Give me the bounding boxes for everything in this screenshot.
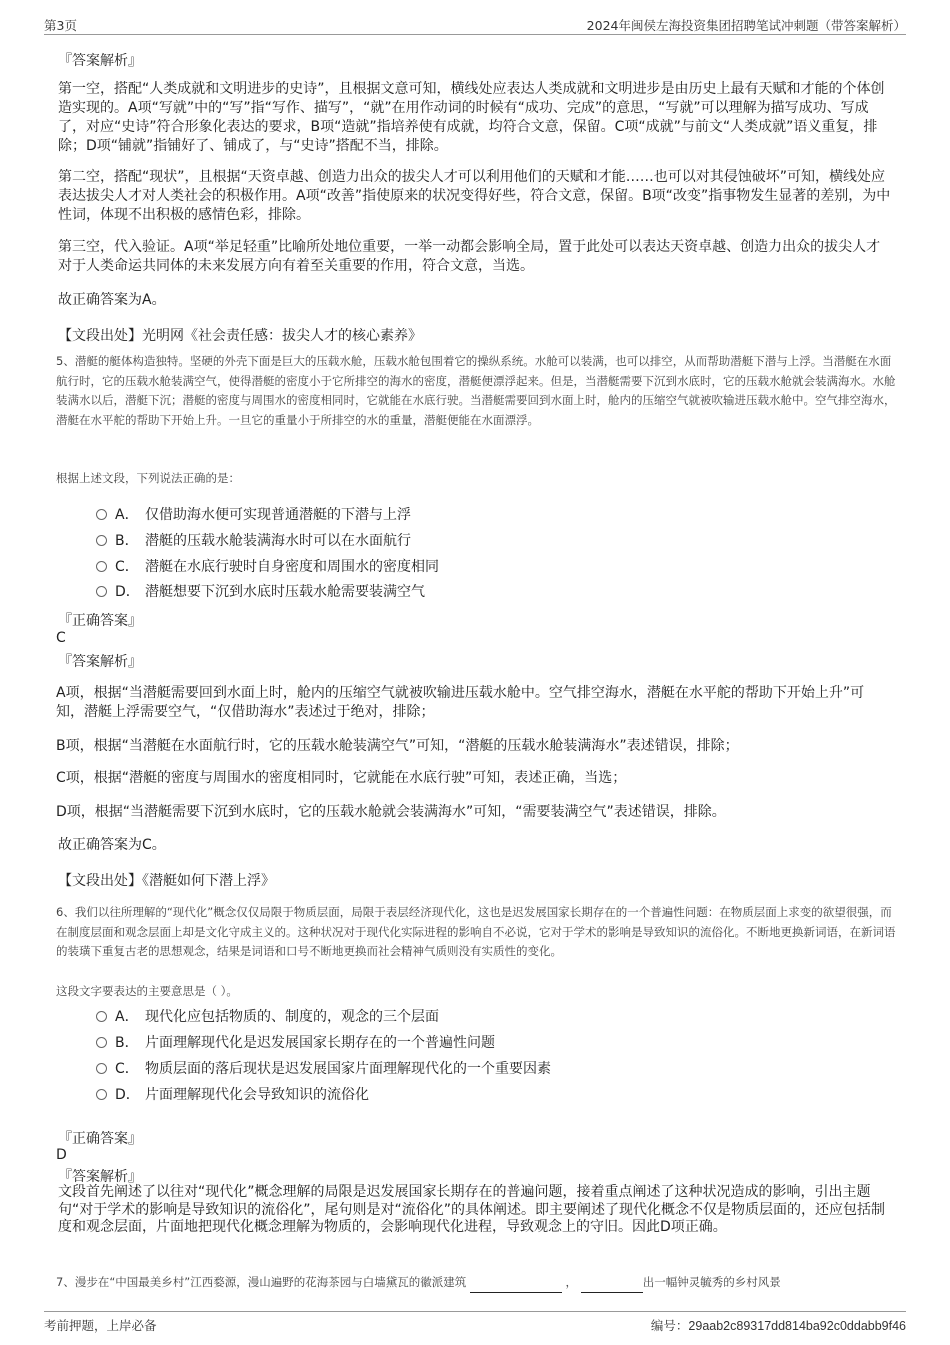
page-footer	[44, 1311, 906, 1334]
q5-analysis-tag: 『答案解析』	[58, 654, 142, 670]
q6-option-a[interactable]: A． 现代化应包括物质的、制度的，观念的三个层面	[96, 1006, 439, 1028]
page-header	[44, 14, 906, 35]
q5-analysis-b: B项，根据“当潜艇在水面航行时，它的压载水舱装满空气”可知，“潜艇的压载水舱装满海水”表述错误，排除；	[56, 738, 739, 754]
radio-icon[interactable]	[96, 1011, 107, 1022]
q6-option-c[interactable]: C． 物质层面的落后现状是迟发展国家片面理解现代化的一个重要因素	[96, 1058, 551, 1080]
q5-option-c[interactable]: C． 潜艇在水底行驶时自身密度和周围水的密度相同	[96, 556, 439, 578]
q6-answer-tag: 『正确答案』	[58, 1131, 142, 1147]
q4-analysis-tag: 『答案解析』	[58, 53, 142, 69]
q5-conclusion: 故正确答案为C。	[58, 837, 166, 853]
q6-stem: 6、我们以往所理解的“现代化”概念仅仅局限于物质层面，局限于表层经济现代化，这也是迟发展国家长期存在的一个普遍性问题：在物质层面上求变的欲望很强，而在制度层面和观念层面上却是文化守成主义的。这种状况对于现代化实际进程的影响自不必说，它对于学术的影响是导致知识的流俗化。不断地更换新词语，在新词语的装璜下重复古老的思想观念，结果是词语和口号不断地更换而社会精神气质则没有实质性的变化。	[56, 905, 896, 958]
footer-slogan: 考前押题，上岸必备	[44, 1318, 157, 1333]
q4-analysis-p2: 第二空，搭配“现状”，且根据“天资卓越、创造力出众的拔尖人才可以利用他们的天赋和才能……也可以对其侵蚀破坏”可知，横线处应表达拔尖人才对人类社会的积极作用。A项“改善”指使原来的状况变得好些，符合文意，保留。B项“改变”指事物发生显著的差别，为中性词，体现不出积极的感情色彩，排除。	[58, 169, 891, 223]
q7-stem: 7、漫步在“中国最美乡村”江西婺源，漫山遍野的花海茶园与白墙黛瓦的徽派建筑 ， 出一幅钟灵毓秀的乡村风景	[56, 1273, 896, 1293]
document-code: 编号：29aab2c89317dd814ba92c0ddabb9f46	[650, 1318, 906, 1333]
q5-question: 根据上述文段，下列说法正确的是：	[56, 471, 240, 485]
q5-answer: C	[56, 630, 66, 646]
radio-icon[interactable]	[96, 1089, 107, 1100]
page-number: 第3页	[44, 18, 77, 33]
q6-question: 这段文字要表达的主要意思是（ ）。	[56, 984, 238, 998]
radio-icon[interactable]	[96, 561, 107, 572]
q5-analysis-d: D项，根据“当潜艇需要下沉到水底时，它的压载水舱就会装满海水”可知，“需要装满空气”表述错误，排除。	[56, 804, 726, 820]
q4-conclusion: 故正确答案为A。	[58, 292, 166, 308]
radio-icon[interactable]	[96, 509, 107, 520]
q5-analysis-c: C项，根据“潜艇的密度与周围水的密度相同时，它就能在水底行驶”可知，表述正确，当选；	[56, 770, 627, 786]
q6-answer: D	[56, 1147, 67, 1163]
q5-answer-tag: 『正确答案』	[58, 613, 142, 629]
radio-icon[interactable]	[96, 535, 107, 546]
radio-icon[interactable]	[96, 1037, 107, 1048]
q5-source: 【文段出处】《潜艇如何下潜上浮》	[58, 873, 275, 889]
q5-analysis-a: A项，根据“当潜艇需要回到水面上时，舱内的压缩空气就被吹输进压载水舱中。空气排空海水，潜艇在水平舵的帮助下开始上升”可知，潜艇上浮需要空气，“仅借助海水”表述过于绝对，排除；	[56, 685, 865, 720]
radio-icon[interactable]	[96, 586, 107, 597]
document-title: 2024年闽侯左海投资集团招聘笔试冲刺题（带答案解析）	[586, 18, 906, 33]
q6-analysis-tag: 『答案解析』	[58, 1169, 142, 1185]
q6-option-d[interactable]: D． 片面理解现代化会导致知识的流俗化	[96, 1084, 369, 1106]
q7-blank-2[interactable]	[581, 1278, 643, 1293]
q5-option-a[interactable]: A． 仅借助海水便可实现普通潜艇的下潜与上浮	[96, 504, 411, 526]
q5-option-d[interactable]: D． 潜艇想要下沉到水底时压载水舱需要装满空气	[96, 581, 425, 603]
q6-option-b[interactable]: B． 片面理解现代化是迟发展国家长期存在的一个普遍性问题	[96, 1032, 495, 1054]
q4-source: 【文段出处】光明网《社会责任感：拔尖人才的核心素养》	[58, 328, 422, 344]
q4-analysis-p1: 第一空，搭配“人类成就和文明进步的史诗”，且根据文意可知，横线处应表达人类成就和文明进步是由历史上最有天赋和才能的个体创造实现的。A项“写就”中的“写”指“写作、描写”，“就”在用作动词的时候有“成功、完成”的意思，“写就”可以理解为描写成功、写成了，对应“史诗”符合形象化表达的要求，B项“造就”指培养使有成就，均符合文意，保留。C项“成就”与前文“人类成就”语义重复，排除；D项“铺就”指铺好了、铺成了，与“史诗”搭配不当，排除。	[58, 81, 885, 154]
radio-icon[interactable]	[96, 1063, 107, 1074]
q5-option-b[interactable]: B． 潜艇的压载水舱装满海水时可以在水面航行	[96, 530, 411, 552]
q5-stem: 5、潜艇的艇体构造独特。坚硬的外壳下面是巨大的压载水舱，压载水舱包围着它的操纵系统。水舱可以装满，也可以排空，从而帮助潜艇下潜与上浮。当潜艇在水面航行时，它的压载水舱装满空气，使得潜艇的密度小于它所排空的海水的密度，潜艇便漂浮起来。但是，当潜艇需要下沉到水底时，它的压载水舱就会装满海水。水舱装满水以后，潜艇下沉；潜艇的密度与周围水的密度相同时，它就能在水底行驶。当潜艇需要回到水面上时，舱内的压缩空气就被吹输进压载水舱中。空气排空海水，潜艇在水平舵的帮助下开始上升。一旦它的重量小于所排空的水的重量，潜艇便能在水面漂浮。	[56, 354, 896, 427]
q7-blank-1[interactable]	[470, 1278, 562, 1293]
q4-analysis-p3: 第三空，代入验证。A项“举足轻重”比喻所处地位重要，一举一动都会影响全局，置于此处可以表达天资卓越、创造力出众的拔尖人才对于人类命运共同体的未来发展方向有着至关重要的作用，符合文意，当选。	[58, 239, 881, 274]
q6-analysis: 文段首先阐述了以往对“现代化”概念理解的局限是迟发展国家长期存在的普遍问题，接着重点阐述了这种状况造成的影响，引出主题句“对于学术的影响是导致知识的流俗化”，尾句则是对“流俗化”的具体阐述。即主要阐述了现代化概念不仅是物质层面的，还应包括制度和观念层面，片面地把现代化概念理解为物质的，会影响现代化进程，导致观念上的守旧。因此D项正确。	[58, 1184, 886, 1235]
